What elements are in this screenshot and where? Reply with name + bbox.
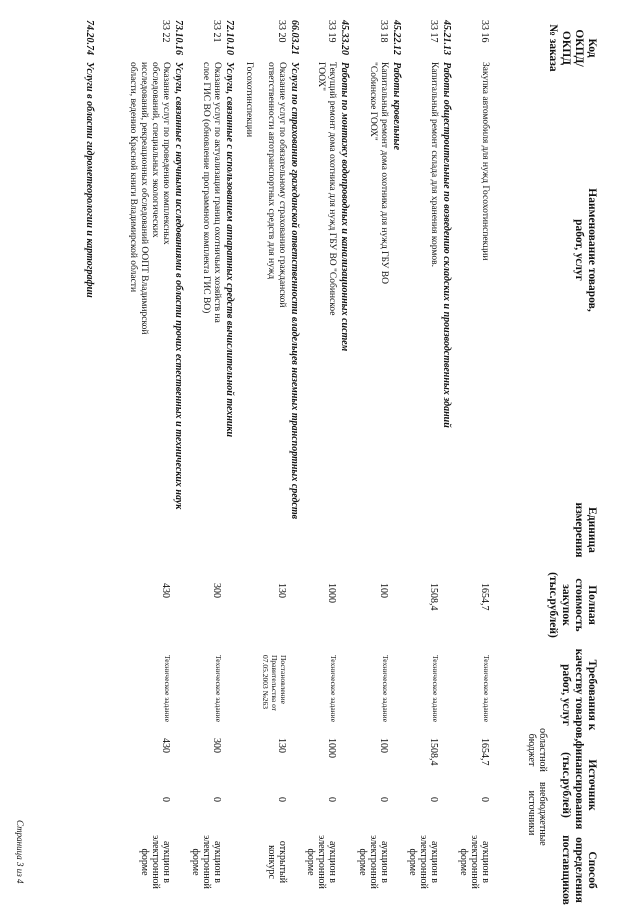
section-code: 66.03.21 <box>289 20 300 55</box>
row-name: ГООХ" <box>316 62 326 91</box>
row-name: ответственности автотранспортных средств для нужд <box>266 62 276 280</box>
header-unit: измерения <box>573 502 585 558</box>
row-requirements: 07.05.2003 №263 <box>261 655 270 710</box>
row-name: обследований, специальных экологических <box>150 62 160 238</box>
row-requirements: Техническое задание <box>329 655 338 723</box>
header-cost: стоимость <box>573 578 585 632</box>
header-name: Наименование товаров, <box>586 188 598 312</box>
row-cost: 430 <box>160 583 171 598</box>
header-cost: Полная <box>586 585 598 625</box>
row-method: электронной <box>316 835 327 889</box>
row-method: аукцион в <box>327 840 338 884</box>
header-source-regional: бюджет <box>526 733 537 767</box>
section-title: Услуги, связанные с научными исследованиями в области прочих естественных и технических наук <box>173 62 184 510</box>
row-method: форме <box>407 848 418 876</box>
row-code: 33 18 <box>378 20 389 43</box>
header-source: Источник <box>586 759 598 811</box>
header-method: Способ <box>586 851 598 889</box>
row-requirements: Техническое задание <box>163 655 172 723</box>
row-requirements: Техническое задание <box>381 655 390 723</box>
row-method: электронной <box>201 835 212 889</box>
header-cost: (тыс.рублей) <box>547 572 559 638</box>
section-title: Услуги в области гидрометеорологии и картографии <box>84 62 95 298</box>
section-title: Работы кровельные <box>391 62 402 151</box>
row-method: форме <box>305 848 316 876</box>
row-cost: 1000 <box>326 583 337 603</box>
header-code: ОКПД <box>560 30 572 66</box>
row-name: Текущий ремонт дома охотника для нужд ГБУ ВО "Собинское <box>327 62 337 316</box>
header-source-regional: областной <box>537 728 548 772</box>
row-name: Оказание услуг по актуализации границ охотничьих хозяйств на <box>212 62 222 323</box>
row-name: области, ведению Красной книги Владимирской области <box>128 62 138 293</box>
header-method: поставщиков <box>560 835 572 905</box>
row-method: аукцион в <box>379 840 390 884</box>
row-cost: 300 <box>211 583 222 598</box>
row-method: аукцион в <box>212 840 223 884</box>
header-source: (тыс.рублей) <box>560 752 572 818</box>
row-code: 33 21 <box>211 20 222 43</box>
row-method: форме <box>190 848 201 876</box>
row-name: "Собинское ГООХ" <box>368 62 378 141</box>
row-offbudget: 0 <box>211 797 222 802</box>
row-regional: 1654,7 <box>479 738 490 766</box>
row-offbudget: 0 <box>326 797 337 802</box>
header-requirements: работ, услуг <box>560 664 572 726</box>
row-regional: 130 <box>276 738 287 753</box>
row-cost: 100 <box>378 583 389 598</box>
header-unit: Единица <box>586 507 598 553</box>
header-name: работ, услуг <box>573 219 585 281</box>
row-code: 33 22 <box>160 20 171 43</box>
row-offbudget: 0 <box>276 797 287 802</box>
row-method: форме <box>458 848 469 876</box>
row-name: Капитальный ремонт склада для хранения кормов. <box>429 62 439 267</box>
header-requirements: качеству товаров, <box>573 648 585 742</box>
row-method: форме <box>357 848 368 876</box>
section-title: Услуги по страхованию гражданской ответственности владельцев наземных транспортных средств <box>289 62 300 520</box>
row-method: аукцион в <box>161 840 172 884</box>
header-code: ОКПД/ <box>573 29 585 67</box>
row-code: 33 19 <box>326 20 337 43</box>
row-regional: 100 <box>378 738 389 753</box>
header-requirements: Требования к <box>586 659 598 731</box>
row-cost: 1654,7 <box>479 583 490 611</box>
row-offbudget: 0 <box>428 797 439 802</box>
section-code: 45.22.12 <box>391 20 402 55</box>
header-code: Код <box>586 38 598 58</box>
row-regional: 1000 <box>326 738 337 758</box>
row-method: конкурс <box>266 845 277 879</box>
header-source: финансирования <box>573 740 585 830</box>
row-regional: 1508,4 <box>428 738 439 766</box>
row-method: электронной <box>418 835 429 889</box>
row-offbudget: 0 <box>378 797 389 802</box>
row-cost: 130 <box>276 583 287 598</box>
section-code: 72.10.10 <box>224 20 235 55</box>
row-requirements: Правительства от <box>270 655 279 712</box>
section-title: Работы общестроительные по возведению складских и производственных зданий <box>441 62 452 428</box>
row-requirements: Постановление <box>279 655 288 705</box>
row-method: открытый <box>277 840 288 884</box>
row-method: аукцион в <box>480 840 491 884</box>
row-code: 33 17 <box>428 20 439 43</box>
row-name: Оказание услуг по обязательному страхованию гражданской <box>277 62 287 308</box>
row-offbudget: 0 <box>160 797 171 802</box>
row-method: электронной <box>368 835 379 889</box>
row-offbudget: 0 <box>479 797 490 802</box>
header-code: № заказа <box>547 24 559 72</box>
header-cost: закупок <box>560 584 572 626</box>
header-source-offbudget: источники <box>526 790 537 836</box>
section-code: 74.20.74 <box>84 20 95 55</box>
row-name: Госохотинспекции <box>244 62 254 138</box>
section-code: 45.33.20 <box>339 20 350 55</box>
row-name: исследований, рекреационных обследований ООПТ Владимирской <box>139 62 149 335</box>
row-method: форме <box>139 848 150 876</box>
row-name: Оказание услуг по проведению комплексных <box>161 62 171 245</box>
row-code: 33 20 <box>276 20 287 43</box>
row-method: аукцион в <box>429 840 440 884</box>
row-requirements: Техническое задание <box>482 655 491 723</box>
row-name: Закупка автомобиля для нужд Госохотинспекции <box>480 62 490 261</box>
row-method: электронной <box>469 835 480 889</box>
row-name: слое ГИС ВО (обновление программного комплекта ГИС ВО) <box>201 62 211 314</box>
page-footer: Страница 3 из 4 <box>15 820 25 884</box>
row-method: электронной <box>150 835 161 889</box>
section-title: Услуги, связанные с использованием аппаратных средств вычислительной техники <box>224 62 235 438</box>
header-source-offbudget: внебюджетные <box>537 782 548 846</box>
section-title: Работы по монтажу водопроводных и канализационных систем <box>339 62 350 352</box>
row-requirements: Техническое задание <box>431 655 440 723</box>
row-code: 33 16 <box>479 20 490 43</box>
row-regional: 430 <box>160 738 171 753</box>
row-name: Капитальный ремонт дома охотника для нужд ГБУ ВО <box>379 62 389 284</box>
row-requirements: Техническое задание <box>214 655 223 723</box>
header-method: определения <box>573 837 585 903</box>
row-regional: 300 <box>211 738 222 753</box>
section-code: 45.21.13 <box>441 20 452 55</box>
section-code: 73.10.16 <box>173 20 184 55</box>
row-cost: 1508,4 <box>428 583 439 611</box>
